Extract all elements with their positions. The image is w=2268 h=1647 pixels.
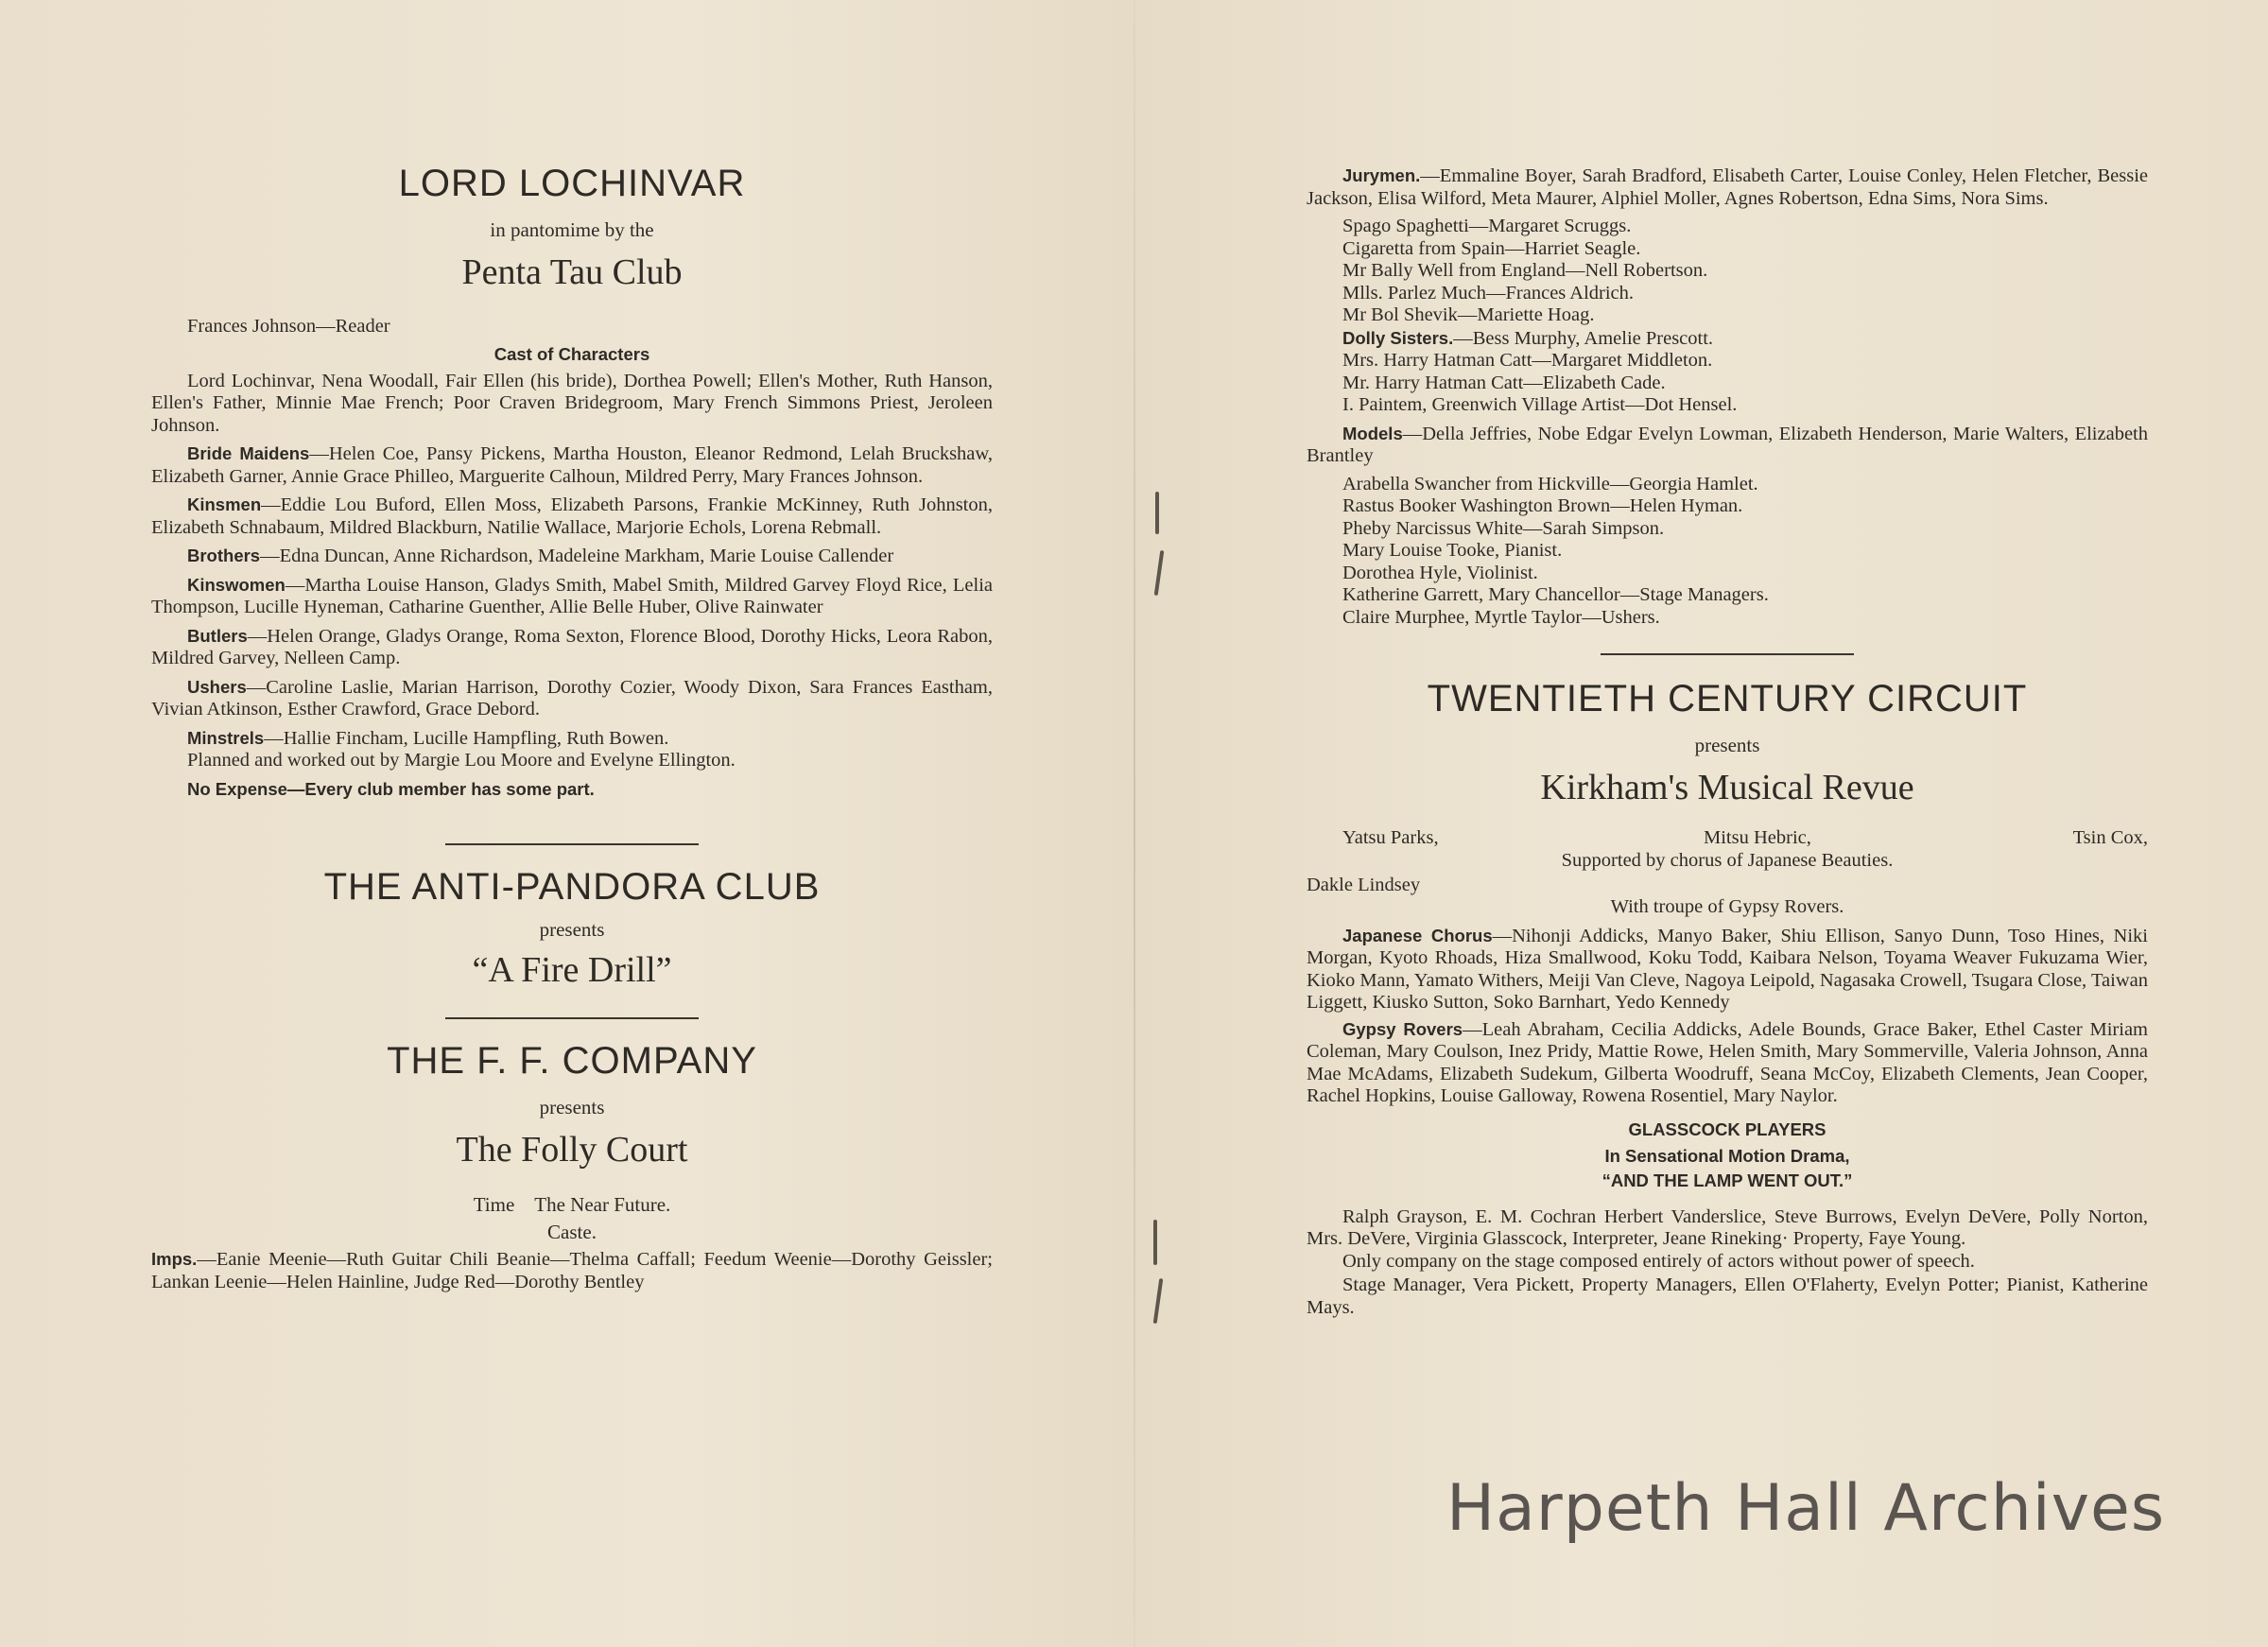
ff-play: The Folly Court	[456, 1130, 688, 1170]
role-line: I. Paintem, Greenwich Village Artist—Dot Hensel.	[1342, 394, 1738, 415]
ff-caste: Caste.	[547, 1221, 597, 1243]
role-line: Dorothea Hyle, Violinist.	[1342, 562, 1538, 583]
cast-group-label: Minstrels	[187, 727, 265, 748]
staple-bottom	[1153, 1220, 1157, 1265]
glasscock-cast: Ralph Grayson, E. M. Cochran Herbert Vanderslice, Steve Burrows, Evelyn DeVere, Polly Norton, Mrs. DeVere, Virginia Glasscock, Interpreter, Jeane Rineking· Property, Faye Young.	[1307, 1205, 2148, 1249]
role-line: Mrs. Harry Hatman Catt—Margaret Middleton.	[1342, 350, 1713, 371]
cast-group-text: —Helen Coe, Pansy Pickens, Martha Houston, Eleanor Redmond, Lelah Bruckshaw, Elizabeth Garner, Annie Grace Philleo, Marguerite Calhoun, Mildred Perry, Mary Frances Johnson.	[151, 443, 994, 487]
dolly-text: —Bess Murphy, Amelie Prescott.	[1453, 327, 1714, 349]
circuit-troupe: With troupe of Gypsy Rovers.	[1610, 896, 1844, 917]
role-line: Mr Bol Shevik—Mariette Hoag.	[1342, 304, 1595, 325]
japanese-chorus-label: Japanese Chorus	[1342, 925, 1493, 945]
cast-group-text: —Helen Orange, Gladys Orange, Roma Sexton, Florence Blood, Dorothy Hicks, Leora Rabon, Mildred Garvey, Nelleen Camp.	[151, 625, 993, 668]
circuit-title: TWENTIETH CENTURY CIRCUIT	[1427, 678, 2028, 719]
ff-presents: presents	[539, 1096, 605, 1118]
jurymen-text: —Emmaline Boyer, Sarah Bradford, Elisabeth Carter, Louise Conley, Helen Fletcher, Bessie Jackson, Elisa Wilford, Meta Maurer, Alphiel Moller, Agnes Robertson, Edna Sims, Nora Sims.	[1307, 165, 2148, 209]
glasscock-title: GLASSCOCK PLAYERS	[1628, 1118, 1827, 1139]
right-page	[1307, 0, 2148, 1647]
gypsy-rovers-label: Gypsy Rovers	[1342, 1018, 1463, 1039]
circuit-lead4: Dakle Lindsey	[1307, 874, 1421, 895]
cast-group-text: —Caroline Laslie, Marian Harrison, Dorothy Cozier, Woody Dixon, Sara Frances Eastham, Vivian Atkinson, Esther Crawford, Grace Debord.	[151, 676, 993, 719]
divider	[445, 843, 699, 845]
lochinvar-title: LORD LOCHINVAR	[398, 163, 746, 204]
role-line: Rastus Booker Washington Brown—Helen Hyman.	[1342, 495, 1743, 516]
cast-group-text: —Martha Louise Hanson, Gladys Smith, Mabel Smith, Mildred Garvey Floyd Rice, Lelia Thompson, Lucille Hyneman, Catharine Guenther, Allie Belle Huber, Olive Rainwater	[151, 574, 993, 617]
pandora-presents: presents	[539, 918, 605, 941]
ff-imps	[151, 1248, 993, 1293]
role-line: Spago Spaghetti—Margaret Scruggs.	[1342, 216, 1632, 236]
ff-imps-label: Imps.	[151, 1249, 198, 1269]
lochinvar-club: Penta Tau Club	[461, 252, 683, 292]
divider	[1601, 653, 1854, 655]
models-text: —Della Jeffries, Nobe Edgar Evelyn Lowman, Elizabeth Henderson, Marie Walters, Elizabeth Brantley	[1307, 423, 2148, 466]
cast-groups	[151, 442, 993, 750]
dolly-line	[1307, 327, 2148, 351]
cast-group	[151, 574, 993, 619]
jurymen	[1307, 165, 2148, 210]
lochinvar-subtitle: in pantomime by the	[490, 218, 654, 241]
pandora-title: THE ANTI-PANDORA CLUB	[323, 866, 821, 908]
cast-group-label: Ushers	[187, 676, 247, 697]
cast-intro: Lord Lochinvar, Nena Woodall, Fair Ellen (his bride), Dorthea Powell; Ellen's Mother, Ruth Hanson, Ellen's Father, Minnie Mae French; Poor Craven Bridegroom, Mary French Simmons Priest, Jeroleen Johnson.	[151, 370, 993, 436]
lead-name: Tsin Cox,	[2072, 827, 2148, 848]
cast-group-text: —Edna Duncan, Anne Richardson, Madeleine Markham, Marie Louise Callender	[260, 546, 894, 566]
role-line: Claire Murphee, Myrtle Taylor—Ushers.	[1342, 606, 1660, 628]
role-line: Arabella Swancher from Hickville—Georgia Hamlet.	[1342, 473, 1758, 494]
role-line: Mlls. Parlez Much—Frances Aldrich.	[1342, 282, 1635, 303]
japanese-chorus	[1307, 925, 2148, 1014]
role-line: Pheby Narcissus White—Sarah Simpson.	[1342, 517, 1665, 539]
glasscock-stage: Stage Manager, Vera Pickett, Property Managers, Ellen O'Flaherty, Evelyn Potter; Pianist, Katherine Mays.	[1307, 1274, 2148, 1318]
cast-group	[151, 442, 993, 488]
lead-name: Yatsu Parks,	[1342, 827, 1439, 848]
staple-top	[1155, 492, 1159, 534]
cast-group-text: —Hallie Fincham, Lucille Hampfling, Ruth Bowen.	[264, 727, 669, 749]
ff-imps-text: —Eanie Meenie—Ruth Guitar Chili Beanie—Thelma Caffall; Feedum Weenie—Dorothy Geissler; Lankan Leenie—Helen Hainline, Judge Red—Dorothy Bentley	[151, 1249, 993, 1292]
circuit-leads	[1307, 827, 2148, 850]
glasscock-line3: “AND THE LAMP WENT OUT.”	[1601, 1170, 1853, 1190]
models-label: Models	[1342, 423, 1403, 443]
planned-note: Planned and worked out by Margie Lou Moore and Evelyne Ellington.	[187, 750, 736, 771]
cast-group	[151, 727, 993, 751]
divider	[445, 1017, 699, 1019]
glasscock-only: Only company on the stage composed entirely of actors without power of speech.	[1342, 1250, 1975, 1272]
jurymen-label: Jurymen.	[1342, 165, 1421, 185]
japanese-chorus-text: —Nihonji Addicks, Manyo Baker, Shiu Ellison, Sanyo Dunn, Toso Hines, Niki Morgan, Kyoto Rhoads, Hiza Smallwood, Koku Todd, Kaibara Nelson, Toyama Weaver Fukuzama Wier, Kioko Mann, Yamato Withers, Meiji Van Cleve, Nagoya Leipold, Nagasaka Crowell, Tsugara Close, Taiwan Liggett, Kiusko Sutton, Soko Barnhart, Yedo Kennedy	[1307, 925, 2148, 1013]
ff-time	[151, 1193, 993, 1217]
role-line: Mr. Harry Hatman Catt—Elizabeth Cade.	[1342, 372, 1666, 393]
role-line: Katherine Garrett, Mary Chancellor—Stage Managers.	[1342, 584, 1769, 605]
left-page	[151, 0, 993, 1647]
role-line: Cigaretta from Spain—Harriet Seagle.	[1342, 237, 1641, 259]
cast-group	[151, 676, 993, 721]
cast-group	[151, 494, 993, 539]
ff-time-label: Time	[473, 1193, 515, 1216]
models	[1307, 423, 2148, 468]
gypsy-rovers-text: —Leah Abraham, Cecilia Addicks, Adele Bounds, Grace Baker, Ethel Caster Miriam Coleman, Mary Coulson, Inez Pridy, Mattie Rowe, Helen Smith, Mary Sommerville, Valeria Johnson, Anna Mae McAdams, Elizabeth Sudekum, Gilberta Woodruff, Seana McCoy, Elizabeth Clements, Jean Cooper, Rachel Hopkins, Louise Galloway, Rowena Rosentiel, Mary Naylor.	[1307, 1018, 2148, 1106]
cast-group-text: —Eddie Lou Buford, Ellen Moss, Elizabeth Parsons, Frankie McKinney, Ruth Johnston, Elizabeth Schnabaum, Mildred Blackburn, Natilie Wallace, Marjorie Echols, Lorena Rebmall.	[151, 494, 993, 538]
cast-group-label: Kinswomen	[187, 574, 286, 595]
lead-name: Mitsu Hebric,	[1704, 827, 1811, 848]
archive-watermark: Harpeth Hall Archives	[1446, 1471, 2166, 1546]
circuit-show: Kirkham's Musical Revue	[1540, 768, 1914, 807]
cast-group-label: Bride Maidens	[187, 443, 310, 463]
ff-time-value: The Near Future.	[534, 1193, 671, 1216]
pandora-play: “A Fire Drill”	[472, 950, 672, 990]
center-fold	[1134, 0, 1135, 1647]
cast-group-label: Butlers	[187, 625, 248, 646]
cast-group	[151, 545, 993, 568]
glasscock-line2: In Sensational Motion Drama,	[1604, 1145, 1850, 1166]
cast-heading: Cast of Characters	[493, 343, 650, 364]
staple-bottom-tail	[1153, 1278, 1164, 1324]
lochinvar-reader: Frances Johnson—Reader	[187, 316, 390, 337]
ff-title: THE F. F. COMPANY	[387, 1040, 757, 1082]
cast-group-label: Brothers	[187, 546, 261, 565]
no-expense-note: No Expense—Every club member has some part.	[187, 778, 595, 799]
roles-list	[1307, 216, 2148, 417]
roles-list-2	[1307, 474, 2148, 630]
role-line: Mr Bally Well from England—Nell Robertson.	[1342, 260, 1708, 281]
circuit-presents: presents	[1694, 734, 1760, 756]
staple-top-tail	[1154, 550, 1165, 596]
circuit-supported: Supported by chorus of Japanese Beauties.	[1561, 850, 1894, 871]
dolly-label: Dolly Sisters.	[1342, 327, 1454, 348]
cast-group	[151, 625, 993, 670]
role-line: Mary Louise Tooke, Pianist.	[1342, 540, 1563, 561]
cast-group-label: Kinsmen	[187, 494, 262, 514]
gypsy-rovers	[1307, 1018, 2148, 1108]
